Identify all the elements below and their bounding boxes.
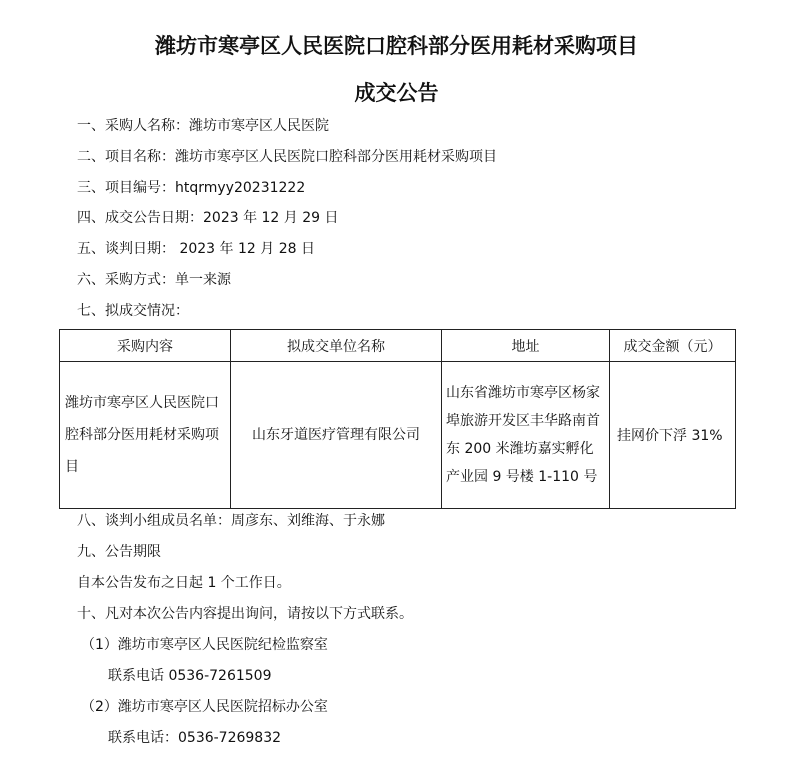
table-row xyxy=(60,362,736,509)
section-announcement-date: 四、成交公告日期：2023 年 12 月 29 日 xyxy=(77,210,339,226)
document-subtitle: 成交公告 xyxy=(354,80,439,105)
header-amount: 成交金额（元） xyxy=(610,330,736,362)
section-project-name: 二、项目名称：潍坊市寒亭区人民医院口腔科部分医用耗材采购项目 xyxy=(77,149,497,165)
section-negotiation-date: 五、谈判日期： 2023 年 12 月 28 日 xyxy=(77,241,315,257)
table-header-row xyxy=(60,330,736,362)
section-inquiry: 十、凡对本次公告内容提出询问，请按以下方式联系。 xyxy=(77,606,413,622)
cell-amount: 挂网价下浮 31% xyxy=(610,362,736,509)
section-panel-members: 八、谈判小组成员名单：周彦东、刘维海、于永娜 xyxy=(77,513,385,529)
document-title: 潍坊市寒亭区人民医院口腔科部分医用耗材采购项目 xyxy=(155,33,638,58)
section-procurement-method: 六、采购方式：单一来源 xyxy=(77,272,231,288)
header-procurement-content: 采购内容 xyxy=(60,330,231,362)
notice-period-detail: 自本公告发布之日起 1 个工作日。 xyxy=(77,575,291,591)
contact-2-phone: 联系电话：0536-7269832 xyxy=(108,730,282,746)
header-address: 地址 xyxy=(442,330,610,362)
section-project-number: 三、项目编号：htqrmyy20231222 xyxy=(77,180,306,196)
section-notice-period: 九、公告期限 xyxy=(77,544,161,560)
cell-supplier-name: 山东牙道医疗管理有限公司 xyxy=(231,362,442,509)
contact-1-name: （1）潍坊市寒亭区人民医院纪检监察室 xyxy=(81,637,328,653)
cell-address: 山东省潍坊市寒亭区杨家埠旅游开发区丰华路南首东 200 米潍坊嘉实孵化产业园 9 号楼 1-110 号 xyxy=(442,362,610,509)
contact-1-phone: 联系电话 0536-7261509 xyxy=(108,668,272,684)
header-supplier-name: 拟成交单位名称 xyxy=(231,330,442,362)
section-purchaser: 一、采购人名称：潍坊市寒亭区人民医院 xyxy=(77,118,329,134)
section-award-status: 七、拟成交情况： xyxy=(77,303,189,319)
cell-procurement-content: 潍坊市寒亭区人民医院口腔科部分医用耗材采购项目 xyxy=(60,362,231,509)
award-table xyxy=(59,329,736,509)
contact-2-name: （2）潍坊市寒亭区人民医院招标办公室 xyxy=(81,699,328,715)
